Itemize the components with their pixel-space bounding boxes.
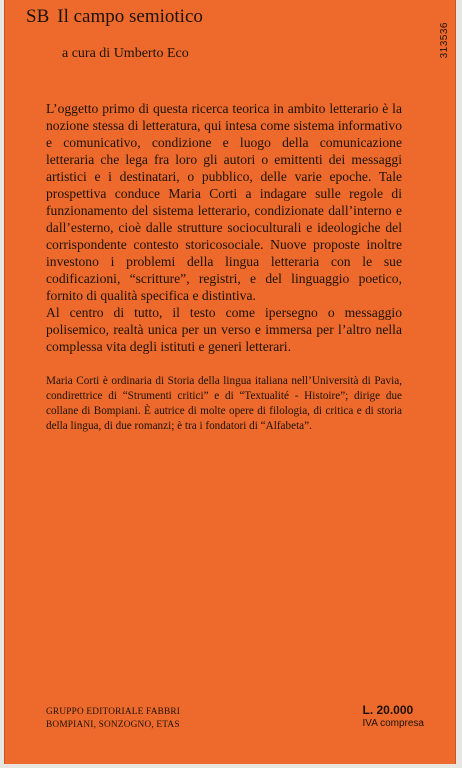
curator-line: a cura di Umberto Eco [62, 46, 189, 61]
blurb-paragraph-1: L’oggetto primo di questa ricerca teorica in ambito letterario è la nozione stessa di letteratura, qui intesa come sistema informativo e comunicativo, condizione e luogo della comunicazione letteraria che lega fra loro gli autori o emittenti dei messaggi artistici e i destinatari, o pubblico, delle varie epoche. Tale prospettiva conduce Maria Corti a indagare sulle regole di funzionamento del sistema letterario, condizionate dall’interno e dall’esterno, cioè dalle strutture socioculturali e ideologiche del corrispondente contesto storicosociale. Nuove proposte inoltre investono i problemi della lingua letteraria con le sue codificazioni, “scritture”, registri, e del linguaggio poetico, fornito di qualità specifica e distintiva. [46, 101, 402, 303]
catalog-code: 313536 [439, 22, 450, 59]
publisher-line-2: BOMPIANI, SONZOGNO, ETAS [46, 720, 180, 730]
book-back-cover [4, 0, 456, 764]
book-title: Il campo semiotico [57, 6, 203, 27]
vat-note: IVA compresa [362, 718, 424, 729]
series-label: SB [26, 6, 50, 27]
publisher-line-1: GRUPPO EDITORIALE FABBRI [46, 707, 181, 717]
price: L. 20.000 [362, 703, 414, 717]
series-title-line [26, 6, 203, 28]
price-block [362, 703, 424, 729]
publisher-block [46, 706, 180, 732]
blurb-paragraph-2: Al centro di tutto, il testo come ipersegno o messaggio polisemico, realtà unica per un verso e immersa per l’altro nella complessa vita degli istituti e generi letterari. [46, 305, 402, 354]
blurb [46, 100, 402, 355]
author-bio: Maria Corti è ordinaria di Storia della lingua italiana nell’Università di Pavia, condirettrice di “Strumenti critici” e di “Textualité - Histoire”; dirige due collane di Bompiani. È autrice di molte opere di filologia, di critica e di storia della lingua, di due romanzi; è tra i fondatori di “Alfabeta”. [46, 375, 402, 432]
